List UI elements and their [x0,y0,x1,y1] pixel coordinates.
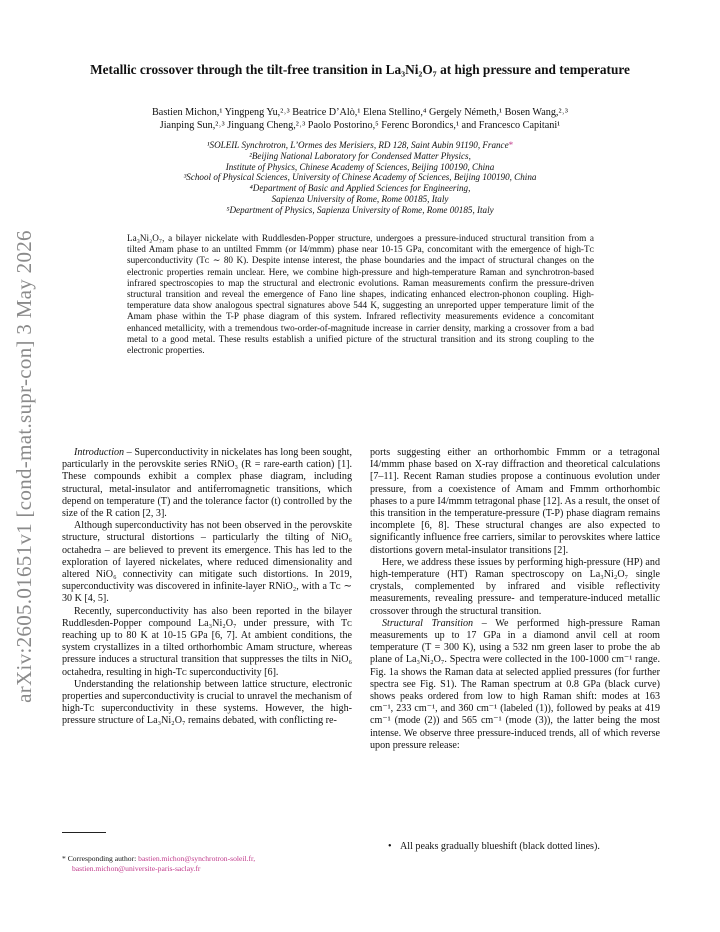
email-link-2[interactable]: bastien.michon@universite-paris-saclay.fr [72,864,201,873]
paper-title: Metallic crossover through the tilt-free transition in La₃Ni₂O₇ at high pressure and temperature [90,62,630,77]
affiliation-5: ⁵Department of Physics, Sapienza University of Rome, Rome 00185, Italy [226,204,494,215]
section-label-structural-transition: Structural Transition [382,617,474,629]
intro-paragraph-4-cont: ports suggesting either an orthorhombic Fmmm or a tetragonal I4/mmm phase based on X-ray diffraction and theoretical calculations [7–11]. Recent Raman studies propose a continuous evolution under pressure, from a coexistence of Amam and Fmmm orthorhombic phases to a pure I4/mmm tetragonal phase [12]. As a result, the onset of this transition in the temperature-pressure (T-P) phase diagram remains incomplete [6, 8]. These structural changes are also expected to significantly influence free carriers, similar to perovskites where lattice distortions govern metal-insulator transitions [2]. [370,447,660,556]
affiliation-4-cont: Sapienza University of Rome, Rome 00185, Italy [271,193,449,204]
bullet-dot-icon: • [388,841,392,852]
footnote-rule [62,832,106,833]
arxiv-side-stamp [2,0,46,932]
right-column [370,447,660,752]
affiliation-2-cont: Institute of Physics, Chinese Academy of Sciences, Beijing 100190, China [225,161,495,172]
affiliation-list [60,140,660,216]
corresponding-author-mark[interactable]: * [508,140,514,150]
footnote [62,854,352,874]
affiliation-3: ³School of Physical Sciences, University of Chinese Academy of Sciences, Beijing 100190, China [183,172,537,183]
structural-transition-paragraph: Structural Transition – We performed high-pressure Raman measurements up to 17 GPa in a diamond anvil cell at room temperature (T = 300 K), using a 532 nm green laser to probe the ab plane of La₃Ni₂O₇. Spectra were collected in the 100-1000 cm⁻¹ range. Fig. 1a shows the Raman data at selected applied pressures (for further spectra see Fig. S1). The Raman spectrum at 0.8 GPa (black curve) shows peaks ordered from low to high Raman shift: modes at 163 cm⁻¹, 233 cm⁻¹, and 360 cm⁻¹ (labeled (1)), followed by peaks at 419 cm⁻¹ (mode (2)) and 565 cm⁻¹ (mode (3)), the latter being the most intense. We observe three pressure-induced trends, all of which reverse upon pressure release: [370,617,660,751]
intro-paragraph-3: Recently, superconductivity has also been reported in the bilayer Ruddlesden-Popper compound La₃Ni₂O₇ under pressure, with Tᴄ reaching up to 80 K at 10-15 GPa [6, 7]. At ambient conditions, the system crystallizes in a tilted orthorhombic Amam structure, whereas pressure induces a structural transition that suppresses the tilts in NiO₆ octahedra, resulting in high-Tᴄ superconductivity [6]. [62,605,352,678]
intro-paragraph-2: Although superconductivity has not been observed in the perovskite structure, structural distortions – particularly the tilting of NiO₆ octahedra – are believed to prevent its emergence. This has led to the exploration of layered nickelates, where reduced dimensionality and altered NiO₆ connectivity can mitigate such distortions. In 2019, superconductivity was discovered in infinite-layer RNiO₂, with a Tᴄ ∼ 30 K [4, 5]. [62,520,352,605]
bullet-text: All peaks gradually blueshift (black dotted lines). [400,841,600,852]
intro-paragraph-4: Understanding the relationship between lattice structure, electronic properties and superconductivity is crucial to unravel the mechanism of high-Tᴄ superconductivity in these systems. However, the high-pressure structure of La₃Ni₂O₇ remains debated, with conflicting re- [62,678,352,727]
author-list [60,106,660,132]
email-link-1[interactable]: bastien.michon@synchrotron-soleil.fr, [138,854,256,863]
footnote-label: * Corresponding author: [62,854,139,863]
affiliation-1: ¹SOLEIL Synchrotron, L’Ormes des Merisiers, RD 128, Saint Aubin 91190, France* [206,140,514,150]
author-line-1: Bastien Michon,¹ Yingpeng Yu,²˒³ Beatrice D’Alò,¹ Elena Stellino,⁴ Gergely Németh,¹ Bosen Wang,²˒³ [152,107,568,118]
affiliation-2: ²Beijing National Laboratory for Condensed Matter Physics, [249,150,471,161]
abstract: La₃Ni₂O₇, a bilayer nickelate with Ruddlesden-Popper structure, undergoes a pressure-induced structural transition from a tilted Amam phase to an untilted Fmmm (or I4/mmm) phase near 10-15 GPa, concomitant with the emergence of high-Tᴄ superconductivity (Tᴄ ∼ 80 K). Despite intense interest, the phase boundaries and the impact of structural changes on the electronic properties remain unclear. Here, we combine high-pressure and high-temperature Raman and synchrotron-based infrared spectroscopies to map the structural and electronic evolutions. Raman measurements confirm the pressure-driven structural transition and reveal the emergence of Fano line shapes, indicating enhanced electron-phonon coupling. High-temperature data show analogous spectral signatures above 544 K, suggesting an unreported upper temperature limit of the Amam phase within the T-P phase diagram of this system. Infrared reflectivity measurements evidence a concomitant enhanced metallicity, with a tremendous two-order-of-magnitude increase in carrier density, marking a crossover from a bad metal to a good metal. These results establish a unified picture of the structural transition and its strong coupling to the electronic properties. [127,233,594,356]
author-line-2: Jianping Sun,²˒³ Jinguang Cheng,²˒³ Paolo Postorino,⁵ Ferenc Borondics,¹ and Francesco Capitani¹ [159,120,561,131]
intro-paragraph-5: Here, we address these issues by performing high-pressure (HP) and high-temperature (HT) Raman spectroscopy on La₃Ni₂O₇ single crystals, complemented by infrared and visible reflectivity measurements, revealing pressure- and temperature-induced metallic crossover through the structural transition. [370,556,660,617]
intro-paragraph-1: Introduction – Superconductivity in nickelates has long been sought, particularly in the perovskite series RNiO₃ (R = rare-earth cation) [1]. These compounds exhibit a complex phase diagram, including structural, metal-insulator and antiferromagnetic transitions, which depend on temperature (T) and the tolerance factor (t) controlled by the size of the R cation [2, 3]. [62,447,352,520]
affiliation-4: ⁴Department of Basic and Applied Sciences for Engineering, [249,183,471,194]
section-label-introduction: Introduction [74,447,125,458]
arxiv-identifier: arXiv:2605.01651v1 [cond-mat.supr-con] 3 May 2026 [11,229,36,703]
left-column [62,447,352,728]
bullet-item [388,841,678,853]
